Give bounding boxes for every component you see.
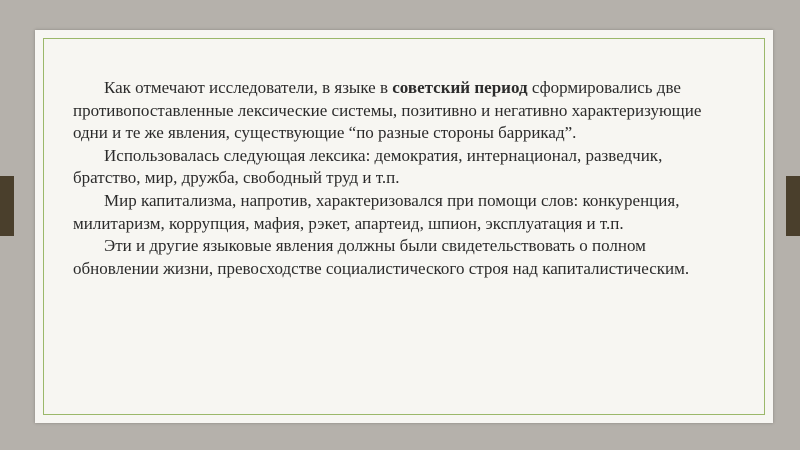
paragraph-2: Использовалась следующая лексика: демократия, интернационал, разведчик, братство, мир, дружба, свободный труд и т.п. <box>73 145 663 188</box>
paragraph-1-text: Как отмечают исследователи, в языке в <box>104 78 393 97</box>
right-accent-bar <box>786 176 800 236</box>
paragraph-1-text-end: сформировались две противопоставленные лексические системы, позитивно и негативно характеризующие одни и те же явления, существующие “по разные стороны баррикад”. <box>73 78 702 143</box>
slide-body <box>73 77 728 280</box>
slide <box>35 30 773 423</box>
paragraph-1 <box>73 77 728 145</box>
left-accent-bar <box>0 176 14 236</box>
paragraph-4: Эти и другие языковые явления должны были свидетельствовать о полном обновлении жизни, превосходстве социалистического строя над капиталистическим. <box>73 236 690 278</box>
paragraph-3: Мир капитализма, напротив, характеризовался при помощи слов: конкуренция, милитаризм, коррупция, мафия, рэкет, апартеид, шпион, эксплуатация и т.п. <box>73 190 680 233</box>
paragraph-1-bold: советский период <box>392 78 528 97</box>
